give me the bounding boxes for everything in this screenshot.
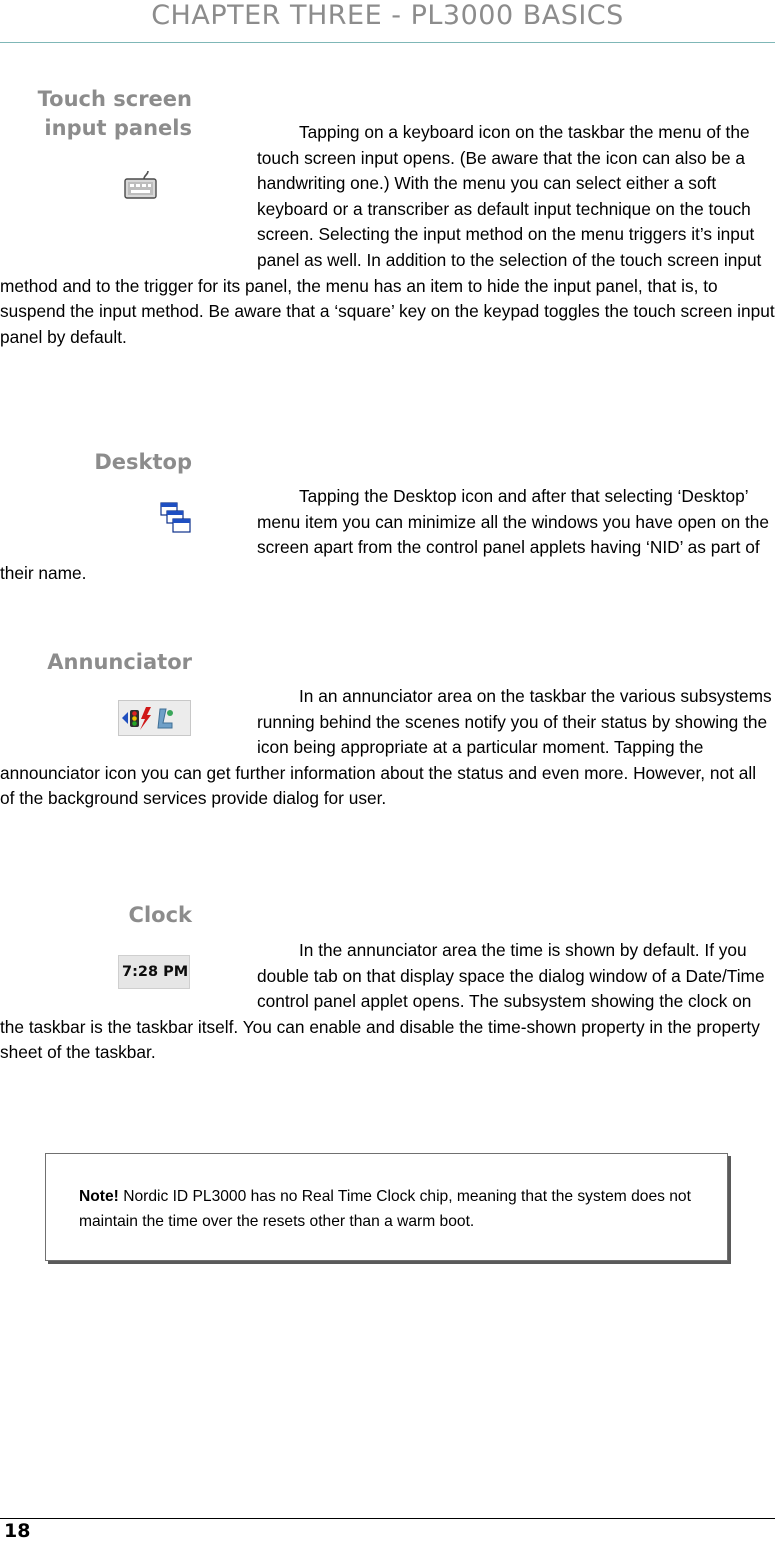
section-body-text: Tapping on a keyboard icon on the taskbar the menu of the touch screen input opens. (Be aware that the icon can also be a handwriting one.) With the menu you can select either a soft keyboard or a transcriber as default input technique on the touch screen. Selecting the input method on the menu triggers it’s input panel as well. In addition to the selection of the touch screen input method and to the trigger for its panel, the menu has an item to hide the input panel, that is, to suspend the input method. Be aware that a ‘square’ key on the keypad toggles the touch screen input panel by default. (0, 122, 775, 347)
section-paragraph-touch-screen (0, 120, 775, 350)
section-paragraph-desktop (0, 484, 775, 586)
section-body-text: In an annunciator area on the taskbar the various subsystems running behind the scenes notify you of their status by showing the icon being appropriate at a particular moment. Tapping the announciator icon you can get further information about the status and even more. However, not all of the background services provide dialog for user. (0, 686, 772, 809)
clock-time-text: 7:28 PM (122, 964, 189, 980)
footer-divider (0, 1518, 775, 1519)
chapter-title: CHAPTER THREE - PL3000 BASICS (151, 0, 624, 31)
section-paragraph-annunciator (0, 684, 775, 812)
heading-line: input panels (44, 116, 192, 140)
section-heading-desktop: Desktop (94, 450, 192, 474)
section-paragraph-clock (0, 938, 775, 1066)
heading-line: Touch screen (37, 87, 192, 111)
section-body-text: In the annunciator area the time is shown by default. If you double tab on that display space the dialog window of a Date/Time control panel applet opens. The subsystem showing the clock on the taskbar is the taskbar itself. You can enable and disable the time-shown property in the property sheet of the taskbar. (0, 940, 765, 1063)
page-number: 18 (4, 1520, 31, 1542)
note-label: Note! (79, 1188, 119, 1205)
note-box (45, 1153, 728, 1261)
section-heading-clock: Clock (128, 903, 192, 927)
section-heading-annunciator: Annunciator (47, 650, 192, 674)
section-body-text: Tapping the Desktop icon and after that selecting ‘Desktop’ menu item you can minimize all the windows you have open on the screen apart from the control panel applets having ‘NID’ as part of their name. (0, 486, 769, 583)
note-text (79, 1184, 719, 1234)
header-divider (0, 42, 775, 43)
note-body: Nordic ID PL3000 has no Real Time Clock chip, meaning that the system does not maintain the time over the resets other than a warm boot. (79, 1188, 691, 1230)
